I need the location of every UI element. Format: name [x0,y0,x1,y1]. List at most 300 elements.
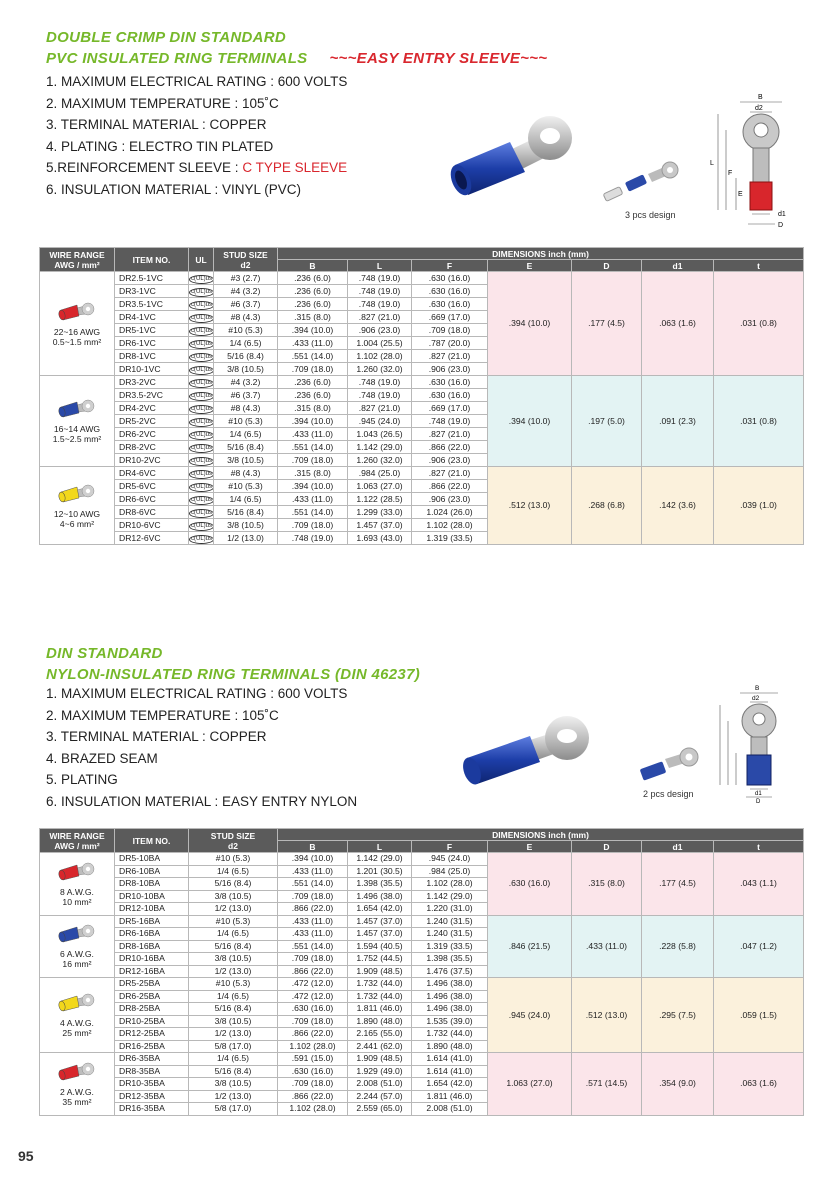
dim-t-cell: .039 (1.0) [714,467,804,545]
ul-certification-icon: c(UL)us [191,458,213,464]
dim-l-cell: 1.811 (46.0) [348,1003,412,1016]
dim-l-cell: 1.043 (26.5) [348,428,412,441]
dim-b-cell: .236 (6.0) [278,376,348,389]
dim-b-cell: .394 (10.0) [278,853,348,866]
ul-cell [189,285,214,298]
stud-size-cell: 3/8 (10.5) [189,1078,278,1091]
dim-t-cell: .043 (1.1) [714,853,804,916]
stud-size-cell: #10 (5.3) [214,415,278,428]
dim-b-cell: .433 (11.0) [278,337,348,350]
item-no-cell: DR5-16BA [115,915,189,928]
stud-size-cell: 1/4 (6.5) [214,337,278,350]
section2-spec-6: 6. INSULATION MATERIAL : EASY ENTRY NYLON [46,793,358,809]
dim-l-cell: 1.142 (29.0) [348,853,412,866]
item-no-cell: DR6-35BA [115,1053,189,1066]
dim-t-cell: .059 (1.5) [714,978,804,1053]
section1-spec-5 [46,157,347,179]
dim-b-cell: .433 (11.0) [278,865,348,878]
item-no-cell: DR6-16BA [115,928,189,941]
dim-f-cell: .630 (16.0) [412,272,488,285]
dim-l-cell: .748 (19.0) [348,285,412,298]
page-number: 95 [18,1148,34,1164]
ul-certification-icon: c(UL)us [191,328,213,334]
three-pcs-design-caption: 3 pcs design [625,210,676,220]
dim-b-cell: .591 (15.0) [278,1053,348,1066]
section2-title-line2: NYLON-INSULATED RING TERMINALS (DIN 46237) [46,666,421,683]
section1-spec-6: 6. INSULATION MATERIAL : VINYL (PVC) [46,181,302,197]
dim-f-cell: .906 (23.0) [412,454,488,467]
ul-certification-icon: c(UL)us [191,393,213,399]
header-col-f: F [412,260,488,272]
table-row [40,376,804,389]
header2-col-b: B [278,841,348,853]
dim-f-cell: .984 (25.0) [412,865,488,878]
dim-d1-cell: .177 (4.5) [642,853,714,916]
diagram-label-b: B [758,94,763,101]
section2-spec-2: 2. MAXIMUM TEMPERATURE : 105˚C [46,707,279,723]
item-no-cell: DR12-16BA [115,965,189,978]
ul-certification-icon: c(UL)us [191,445,213,451]
dim-l-cell: 1.299 (33.0) [348,506,412,519]
dim-f-cell: 1.496 (38.0) [412,978,488,991]
item-no-cell: DR16-25BA [115,1040,189,1053]
item-no-cell: DR3.5-2VC [115,389,189,402]
header-stud-size: STUD SIZE d2 [214,248,278,272]
item-no-cell: DR10-25BA [115,1015,189,1028]
dim-l-cell: 1.594 (40.5) [348,940,412,953]
dim-b-cell: .433 (11.0) [278,915,348,928]
section1-title [46,27,547,69]
item-no-cell: DR10-2VC [115,454,189,467]
stud-size-cell: #10 (5.3) [214,480,278,493]
dim-b-cell: .866 (22.0) [278,1090,348,1103]
item-no-cell: DR16-35BA [115,1103,189,1116]
ul-certification-icon: c(UL)us [191,406,213,412]
header-col-l: L [348,260,412,272]
header2-wire-range: WIRE RANGE AWG / mm² [40,829,115,853]
wire-range-cell [40,272,115,376]
ul-cell [189,376,214,389]
dim-f-cell: .630 (16.0) [412,285,488,298]
dim-l-cell: 1.260 (32.0) [348,363,412,376]
stud-size-cell: 1/4 (6.5) [189,928,278,941]
dim-l-cell: 1.732 (44.0) [348,978,412,991]
ul-certification-icon: c(UL)us [191,367,213,373]
stud-size-cell: 5/8 (17.0) [189,1040,278,1053]
wire-range-mm: 25 mm² [62,1028,92,1038]
stud-size-cell: #8 (4.3) [214,402,278,415]
header2-col-l: L [348,841,412,853]
diagram-label-l: L [710,160,714,167]
header-col-e: E [488,260,572,272]
dim-d-cell: .512 (13.0) [572,978,642,1053]
header2-col-f: F [412,841,488,853]
dim-d-cell: .433 (11.0) [572,915,642,978]
dim-l-cell: 2.008 (51.0) [348,1078,412,1091]
dim-f-cell: 1.102 (28.0) [412,878,488,891]
item-no-cell: DR4-2VC [115,402,189,415]
dim-l-cell: 2.165 (55.0) [348,1028,412,1041]
diagram-label-e: E [738,191,743,198]
ul-certification-icon: c(UL)us [191,302,213,308]
dim-b-cell: .394 (10.0) [278,415,348,428]
item-no-cell: DR8-6VC [115,506,189,519]
ul-cell [189,350,214,363]
dim-f-cell: .709 (18.0) [412,324,488,337]
dim-f-cell: 1.496 (38.0) [412,1003,488,1016]
stud-size-cell: 1/2 (13.0) [189,965,278,978]
section1-spec-3: 3. TERMINAL MATERIAL : COPPER [46,117,267,133]
stud-size-cell: #8 (4.3) [214,311,278,324]
dim-b-cell: .709 (18.0) [278,890,348,903]
dim-f-cell: 1.496 (38.0) [412,990,488,1003]
dim-l-cell: .945 (24.0) [348,415,412,428]
stud-size-cell: #10 (5.3) [189,915,278,928]
stud-size-cell: 5/8 (17.0) [189,1103,278,1116]
diagram-label-f: F [728,170,733,177]
dim-f-cell: 1.476 (37.5) [412,965,488,978]
item-no-cell: DR3-1VC [115,285,189,298]
dim-b-cell: .866 (22.0) [278,965,348,978]
table-row [40,1053,804,1066]
dim-l-cell: 1.260 (32.0) [348,454,412,467]
dim-f-cell: 1.811 (46.0) [412,1090,488,1103]
ul-cell [189,493,214,506]
item-no-cell: DR10-35BA [115,1078,189,1091]
header-ul: UL [189,248,214,272]
dim-b-cell: .236 (6.0) [278,272,348,285]
dim-b-cell: .748 (19.0) [278,532,348,545]
dim-f-cell: 1.102 (28.0) [412,519,488,532]
ul-certification-icon: c(UL)us [191,432,213,438]
wire-range-awg: 2 A.W.G. [60,1086,94,1097]
dim-e-cell: 1.063 (27.0) [488,1053,572,1116]
dim-t-cell: .047 (1.2) [714,915,804,978]
item-no-cell: DR5-10BA [115,853,189,866]
dim-b-cell: .709 (18.0) [278,363,348,376]
dim-l-cell: 1.398 (35.5) [348,878,412,891]
ul-certification-icon: c(UL)us [191,536,213,542]
dim-l-cell: .906 (23.0) [348,324,412,337]
ul-cell [189,311,214,324]
nylon-dimension-diagram [712,683,792,803]
wire-range-awg: 6 A.W.G. [60,949,94,960]
ul-cell [189,532,214,545]
dim-t-cell: .031 (0.8) [714,376,804,467]
item-no-cell: DR12-10BA [115,903,189,916]
dim-f-cell: 1.220 (31.0) [412,903,488,916]
wire-range-mm: 0.5~1.5 mm² [52,336,102,347]
dim-f-cell: 1.142 (29.0) [412,890,488,903]
dim-l-cell: 2.441 (62.0) [348,1040,412,1053]
item-no-cell: DR5-1VC [115,324,189,337]
ul-cell [189,506,214,519]
diagram-label-d2: d2 [755,105,763,112]
wire-range-awg: 22~16 AWG [53,326,101,337]
item-no-cell: DR5-6VC [115,480,189,493]
dim-l-cell: 1.457 (37.0) [348,928,412,941]
dim-f-cell: .827 (21.0) [412,350,488,363]
stud-size-cell: #6 (3.7) [214,389,278,402]
dim-f-cell: .669 (17.0) [412,311,488,324]
header-col-t: t [714,260,804,272]
dim-t-cell: .031 (0.8) [714,272,804,376]
dim-l-cell: .748 (19.0) [348,272,412,285]
dim-f-cell: 1.319 (33.5) [412,940,488,953]
dim-l-cell: .984 (25.0) [348,467,412,480]
ul-cell [189,454,214,467]
dim-b-cell: .433 (11.0) [278,928,348,941]
item-no-cell: DR10-1VC [115,363,189,376]
dim-b-cell: .315 (8.0) [278,311,348,324]
stud-size-cell: 1/2 (13.0) [189,1090,278,1103]
item-no-cell: DR6-6VC [115,493,189,506]
section1-spec-1: 1. MAXIMUM ELECTRICAL RATING : 600 VOLTS [46,74,348,89]
dim-f-cell: .669 (17.0) [412,402,488,415]
item-no-cell: DR6-2VC [115,428,189,441]
header-wire-range: WIRE RANGE AWG / mm² [40,248,115,272]
ul-cell [189,441,214,454]
header-col-b: B [278,260,348,272]
ul-certification-icon: c(UL)us [191,510,213,516]
dim-e-cell: .630 (16.0) [488,853,572,916]
header2-col-e: E [488,841,572,853]
dim-b-cell: .315 (8.0) [278,467,348,480]
dim-f-cell: 1.890 (48.0) [412,1040,488,1053]
diagram2-label-d: D [756,799,761,803]
stud-size-cell: 3/8 (10.5) [214,363,278,376]
stud-size-cell: 1/2 (13.0) [189,903,278,916]
dim-b-cell: .551 (14.0) [278,878,348,891]
ul-certification-icon: c(UL)us [191,380,213,386]
stud-size-cell: #4 (3.2) [214,376,278,389]
dim-b-cell: .709 (18.0) [278,1015,348,1028]
terminal-color-icon [57,1061,97,1081]
table-row [40,915,804,928]
dim-b-cell: .236 (6.0) [278,389,348,402]
item-no-cell: DR8-35BA [115,1065,189,1078]
wire-range-cell [40,915,115,978]
dim-l-cell: 1.496 (38.0) [348,890,412,903]
stud-size-cell: 1/4 (6.5) [189,865,278,878]
dim-d1-cell: .295 (7.5) [642,978,714,1053]
dim-f-cell: 1.535 (39.0) [412,1015,488,1028]
section2-spec-list [46,683,357,813]
ul-certification-icon: c(UL)us [191,315,213,321]
three-pcs-design-image [600,160,690,210]
dim-l-cell: 2.559 (65.0) [348,1103,412,1116]
ul-cell [189,467,214,480]
ul-cell [189,519,214,532]
dim-b-cell: .709 (18.0) [278,1078,348,1091]
section2-title-line1: DIN STANDARD [46,645,163,662]
item-no-cell: DR3-2VC [115,376,189,389]
dim-l-cell: 1.890 (48.0) [348,1015,412,1028]
diagram2-label-d1: d1 [755,791,762,797]
dim-b-cell: .236 (6.0) [278,298,348,311]
dim-f-cell: .630 (16.0) [412,389,488,402]
wire-range-mm: 16 mm² [62,959,92,970]
ul-cell [189,298,214,311]
dim-l-cell: 1.457 (37.0) [348,519,412,532]
dim-f-cell: 1.654 (42.0) [412,1078,488,1091]
table-row [40,978,804,991]
ul-certification-icon: c(UL)us [191,523,213,529]
nylon-ring-terminal-product-image [455,710,625,790]
stud-size-cell: 1/4 (6.5) [189,990,278,1003]
dim-l-cell: 2.244 (57.0) [348,1090,412,1103]
dim-d-cell: .268 (6.8) [572,467,642,545]
ul-cell [189,363,214,376]
dim-b-cell: .630 (16.0) [278,1065,348,1078]
dim-b-cell: .236 (6.0) [278,285,348,298]
dim-f-cell: 1.319 (33.5) [412,532,488,545]
terminal-color-icon [57,861,97,881]
dim-f-cell: .866 (22.0) [412,480,488,493]
terminal-color-icon [57,398,97,418]
dim-l-cell: .827 (21.0) [348,311,412,324]
stud-size-cell: 5/16 (8.4) [189,1003,278,1016]
wire-range-mm: 4~6 mm² [59,518,95,529]
item-no-cell: DR3.5-1VC [115,298,189,311]
dim-b-cell: .709 (18.0) [278,519,348,532]
dim-e-cell: .394 (10.0) [488,272,572,376]
item-no-cell: DR5-2VC [115,415,189,428]
stud-size-cell: 5/16 (8.4) [214,506,278,519]
stud-size-cell: #10 (5.3) [214,324,278,337]
stud-size-cell: 1/4 (6.5) [214,428,278,441]
header2-item-no: ITEM NO. [115,829,189,853]
dim-l-cell: 1.929 (49.0) [348,1065,412,1078]
dim-b-cell: .315 (8.0) [278,402,348,415]
dim-f-cell: .906 (23.0) [412,363,488,376]
dim-f-cell: 2.008 (51.0) [412,1103,488,1116]
dim-l-cell: 1.654 (42.0) [348,903,412,916]
dim-l-cell: 1.063 (27.0) [348,480,412,493]
wire-range-awg: 16~14 AWG [53,424,101,434]
stud-size-cell: 5/16 (8.4) [214,441,278,454]
ul-cell [189,272,214,285]
diagram-label-d: D [778,222,784,229]
terminal-color-icon [57,923,97,943]
dim-f-cell: .906 (23.0) [412,493,488,506]
section2-title [46,643,420,685]
dim-l-cell: 1.909 (48.5) [348,965,412,978]
dim-l-cell: 1.122 (28.5) [348,493,412,506]
dim-b-cell: .866 (22.0) [278,1028,348,1041]
ul-cell [189,337,214,350]
stud-size-cell: 3/8 (10.5) [189,890,278,903]
stud-size-cell: 3/8 (10.5) [214,454,278,467]
wire-range-cell [40,1053,115,1116]
ul-cell [189,402,214,415]
ul-cell [189,415,214,428]
dim-f-cell: .945 (24.0) [412,853,488,866]
wire-range-mm: 35 mm² [62,1096,92,1107]
wire-range-mm: 1.5~2.5 mm² [52,434,102,444]
section1-title-tag: ~~~EASY ENTRY SLEEVE~~~ [329,50,548,67]
table-row [40,853,804,866]
dim-l-cell: 1.693 (43.0) [348,532,412,545]
dim-d-cell: .197 (5.0) [572,376,642,467]
dim-f-cell: .748 (19.0) [412,415,488,428]
header2-col-d1: d1 [642,841,714,853]
stud-size-cell: 1/2 (13.0) [214,532,278,545]
ul-certification-icon: c(UL)us [191,471,213,477]
terminal-color-icon [57,301,97,321]
ul-cell [189,428,214,441]
terminal-color-icon [57,992,97,1012]
dim-b-cell: .394 (10.0) [278,324,348,337]
ul-cell [189,389,214,402]
header2-col-d: D [572,841,642,853]
dim-d-cell: .177 (4.5) [572,272,642,376]
dim-d1-cell: .063 (1.6) [642,272,714,376]
two-pcs-design-image [635,745,705,787]
section2-spec-4: 4. BRAZED SEAM [46,750,158,766]
item-no-cell: DR8-25BA [115,1003,189,1016]
dim-f-cell: .866 (22.0) [412,441,488,454]
section1-spec-5-label: 5.REINFORCEMENT SLEEVE : [46,160,243,176]
header-col-d1: d1 [642,260,714,272]
ul-certification-icon: c(UL)us [191,497,213,503]
dim-f-cell: 1.732 (44.0) [412,1028,488,1041]
diagram2-label-d2: d2 [752,695,760,702]
dim-f-cell: 1.024 (26.0) [412,506,488,519]
dim-b-cell: .709 (18.0) [278,454,348,467]
dim-l-cell: 1.457 (37.0) [348,915,412,928]
section2-spec-5: 5. PLATING [46,772,118,788]
wire-range-cell [40,467,115,545]
two-pcs-design-caption: 2 pcs design [643,789,694,799]
ul-certification-icon: c(UL)us [191,484,213,490]
dim-l-cell: .827 (21.0) [348,402,412,415]
section1-spec-2: 2. MAXIMUM TEMPERATURE : 105˚C [46,95,279,111]
dim-l-cell: 1.909 (48.5) [348,1053,412,1066]
ring-terminal-dimension-diagram [700,90,795,230]
wire-range-awg: 8 A.W.G. [60,886,94,897]
stud-size-cell: 5/16 (8.4) [214,350,278,363]
dim-l-cell: .748 (19.0) [348,298,412,311]
stud-size-cell: 1/4 (6.5) [214,493,278,506]
ul-certification-icon: c(UL)us [191,276,213,282]
wire-range-awg: 12~10 AWG [53,508,101,519]
stud-size-cell: #4 (3.2) [214,285,278,298]
dim-b-cell: .472 (12.0) [278,978,348,991]
header2-dimensions: DIMENSIONS inch (mm) [278,829,804,841]
item-no-cell: DR6-1VC [115,337,189,350]
terminal-color-icon [57,483,97,503]
dim-f-cell: 1.240 (31.5) [412,928,488,941]
dim-f-cell: 1.614 (41.0) [412,1053,488,1066]
dim-e-cell: .846 (21.5) [488,915,572,978]
dim-l-cell: .748 (19.0) [348,389,412,402]
dim-f-cell: .827 (21.0) [412,467,488,480]
nylon-ring-terminal-table [39,828,804,1116]
dim-d1-cell: .142 (3.6) [642,467,714,545]
ring-terminal-product-image [440,110,610,205]
dim-b-cell: 1.102 (28.0) [278,1040,348,1053]
section2-spec-1: 1. MAXIMUM ELECTRICAL RATING : 600 VOLTS [46,686,348,701]
dim-b-cell: .551 (14.0) [278,506,348,519]
stud-size-cell: #8 (4.3) [214,467,278,480]
dim-b-cell: .551 (14.0) [278,441,348,454]
dim-l-cell: 1.752 (44.5) [348,953,412,966]
dim-l-cell: 1.142 (29.0) [348,441,412,454]
dim-d1-cell: .228 (5.8) [642,915,714,978]
stud-size-cell: #3 (2.7) [214,272,278,285]
table-row [40,467,804,480]
